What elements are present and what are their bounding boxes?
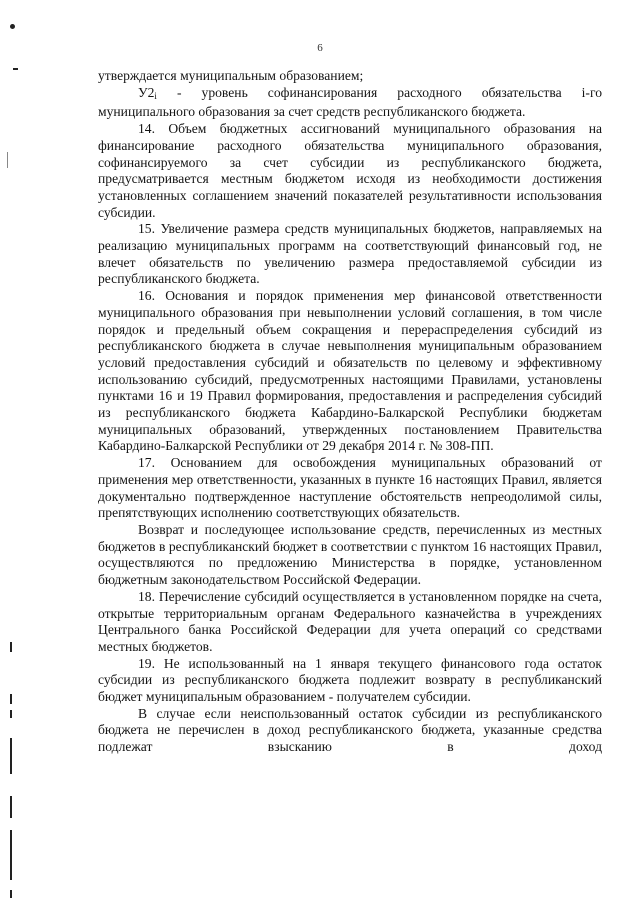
scan-artifact-line: [10, 694, 12, 704]
formula-subscript: i: [154, 90, 157, 101]
paragraph-17: 17. Основанием для освобождения муниципальных образований от применения мер ответственности, указанных в пункте 16 настоящих Правил, является документально подтвержденное наступление обстоятельств непреодолимой силы, препятствующих исполнению соответствующих обязательств.: [98, 455, 602, 521]
paragraph-15: 15. Увеличение размера средств муниципальных бюджетов, направляемых на реализацию муниципальных программ на соответствующий финансовый год, не влечет обязательств по увеличению размера предоставляемой субсидии из республиканского бюджета.: [98, 221, 602, 287]
paragraph-unspent-balance: В случае если неиспользованный остаток субсидии из республиканского бюджета не перечислен в доход республиканского бюджета, указанные средства подлежат взысканию в доход: [98, 705, 602, 755]
paragraph-refund: Возврат и последующее использование средств, перечисленных из местных бюджетов в республиканский бюджет в соответствии с пунктом 16 настоящих Правил, осуществляются по предложению Министерства в порядке, установленном бюджетным законодательством Российской Федерации.: [98, 521, 602, 588]
scan-artifact-line: [10, 642, 12, 652]
scan-artifact-line: [10, 738, 12, 774]
scan-artifact-line: [10, 710, 12, 718]
scan-artifact-line: [10, 796, 12, 818]
paragraph-19: 19. Не использованный на 1 января текущего финансового года остаток субсидии из республиканского бюджета подлежит возврату в республиканский бюджет муниципальным образованием - получателем субсидии.: [98, 655, 602, 705]
formula-description: - уровень софинансирования расходного обязательства i-го муниципального образования за счет средств республиканского бюджета.: [98, 84, 602, 120]
document-body: [98, 68, 602, 756]
scan-artifact-dot: [10, 24, 15, 29]
paragraph-formula-definition: [98, 85, 602, 121]
paragraph-16: 16. Основания и порядок применения мер финансовой ответственности муниципального образования при невыполнении условий соглашения, в том числе порядок и предельный объем сокращения и перераспределения субсидий из республиканского бюджета в случае невыполнения муниципальным образованием условий предоставления субсидий и обязательств по целевому и эффективному использованию субсидий, предусмотренных настоящими Правилами, установлены пунктами 16 и 19 Правил формирования, предоставления и распределения субсидий из республиканского бюджета Кабардино-Балкарской Республики бюджетам муниципальных образований, утвержденных постановлением Правительства Кабардино-Балкарской Республики от 29 декабря 2014 г. № 308-ПП.: [98, 288, 602, 454]
paragraph-continuation: утверждается муниципальным образованием;: [98, 68, 364, 83]
scan-artifact-line: [10, 830, 12, 880]
paragraph-14: 14. Объем бюджетных ассигнований муниципального образования на финансирование расходного обязательства муниципального образования, софинансируемого за счет субсидии из республиканского бюджета, предусматривается местным бюджетом исходя из необходимости достижения установленных соглашением значений показателей результативности использования субсидии.: [98, 121, 602, 220]
page-number: 6: [317, 42, 323, 54]
formula-symbol: У2: [138, 84, 155, 100]
scan-artifact-line: [10, 890, 12, 898]
paragraph-18: 18. Перечисление субсидий осуществляется в установленном порядке на счета, открытые территориальным органам Федерального казначейства в учреждениях Центрального банка Российской Федерации для учета операций со средствами местных бюджетов.: [98, 588, 602, 654]
scan-artifact-line: [7, 152, 8, 168]
scan-artifact-dash: [13, 68, 18, 70]
